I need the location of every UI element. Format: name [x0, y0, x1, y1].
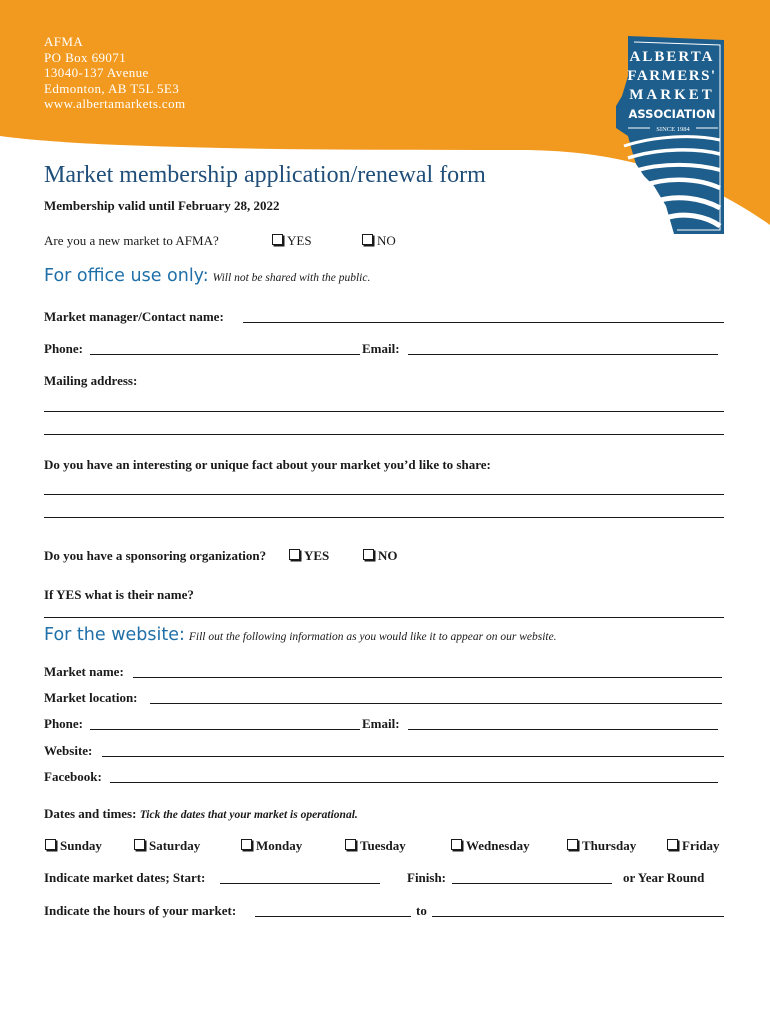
office-note: Will not be shared with the public. — [212, 272, 371, 284]
website-section-heading — [44, 625, 557, 645]
monday-checkbox[interactable] — [241, 839, 252, 850]
finish-date-label: Finish: — [407, 870, 447, 885]
day-option-sunday[interactable] — [45, 838, 102, 854]
facebook-label: Facebook: — [44, 769, 102, 784]
office-email-label: Email: — [362, 341, 400, 356]
dates-times-row — [44, 806, 358, 822]
website-url-label: Website: — [44, 743, 93, 758]
sponsor-no-checkbox[interactable] — [363, 549, 374, 560]
day-option-thursday[interactable] — [567, 838, 636, 854]
market-name-field[interactable] — [133, 677, 722, 678]
day-label: Sunday — [60, 838, 102, 853]
unique-fact-label: Do you have an interesting or unique fact about your market you’d like to share: — [44, 457, 491, 472]
sponsor-name-label: If YES what is their name? — [44, 587, 194, 602]
office-heading: For office use only: — [44, 266, 209, 286]
logo-text-alberta: ALBERTA — [629, 49, 715, 65]
dates-label: Dates and times: — [44, 806, 137, 821]
no-checkbox[interactable] — [362, 234, 373, 245]
thursday-checkbox[interactable] — [567, 839, 578, 850]
address-line: AFMA — [44, 34, 84, 49]
logo-text-since: SINCE 1984 — [656, 126, 690, 133]
office-phone-field[interactable] — [90, 354, 360, 355]
mailing-address-field-2[interactable] — [44, 434, 724, 435]
afma-address — [44, 34, 186, 112]
website-phone-label: Phone: — [44, 716, 83, 731]
new-market-yes-option[interactable] — [272, 233, 312, 249]
day-option-friday[interactable] — [667, 838, 720, 854]
wednesday-checkbox[interactable] — [451, 839, 462, 850]
day-label: Friday — [682, 838, 720, 853]
hours-label: Indicate the hours of your market: — [44, 903, 237, 918]
day-label: Saturday — [149, 838, 201, 853]
sponsor-question: Do you have a sponsoring organization? — [44, 548, 267, 563]
yes-label: YES — [287, 233, 312, 248]
facebook-field[interactable] — [110, 782, 718, 783]
sponsor-no-option[interactable] — [363, 548, 398, 564]
address-website: www.albertamarkets.com — [44, 96, 186, 111]
day-option-saturday[interactable] — [134, 838, 200, 854]
address-line: PO Box 69071 — [44, 49, 127, 65]
address-line: Edmonton, AB T5L 5E3 — [44, 80, 180, 96]
new-market-question: Are you a new market to AFMA? — [44, 233, 219, 248]
market-location-field[interactable] — [150, 703, 722, 704]
market-name-label: Market name: — [44, 664, 124, 679]
sponsor-yes-option[interactable] — [289, 548, 329, 564]
day-label: Wednesday — [466, 838, 530, 853]
day-option-tuesday[interactable] — [345, 838, 406, 854]
address-line: 13040-137 Avenue — [44, 65, 149, 80]
market-location-label: Market location: — [44, 690, 138, 705]
website-email-label: Email: — [362, 716, 400, 731]
office-phone-label: Phone: — [44, 341, 83, 356]
website-heading: For the website: — [44, 625, 185, 645]
website-email-field[interactable] — [408, 729, 718, 730]
office-section-heading — [44, 266, 370, 286]
manager-label: Market manager/Contact name: — [44, 309, 224, 324]
dates-note: Tick the dates that your market is operational. — [139, 809, 358, 821]
afma-logo — [614, 36, 724, 236]
sponsor-yes-checkbox[interactable] — [289, 549, 300, 560]
day-option-monday[interactable] — [241, 838, 302, 854]
membership-valid-text: Membership valid until February 28, 2022 — [44, 198, 280, 213]
office-email-field[interactable] — [408, 354, 718, 355]
day-label: Thursday — [582, 838, 637, 853]
day-label: Monday — [256, 838, 303, 853]
mailing-address-field-1[interactable] — [44, 411, 724, 412]
mailing-address-label: Mailing address: — [44, 373, 138, 388]
unique-fact-field-1[interactable] — [44, 494, 724, 495]
website-note: Fill out the following information as you would like it to appear on our website. — [188, 631, 557, 643]
hours-to-field[interactable] — [432, 916, 724, 917]
sponsor-name-field[interactable] — [44, 617, 724, 618]
start-date-field[interactable] — [220, 883, 380, 884]
new-market-no-option[interactable] — [362, 233, 396, 249]
unique-fact-field-2[interactable] — [44, 517, 724, 518]
page-title: Market membership application/renewal form — [44, 162, 486, 188]
website-phone-field[interactable] — [90, 729, 360, 730]
sponsor-yes-label: YES — [304, 548, 330, 563]
tuesday-checkbox[interactable] — [345, 839, 356, 850]
friday-checkbox[interactable] — [667, 839, 678, 850]
sunday-checkbox[interactable] — [45, 839, 56, 850]
sponsor-no-label: NO — [378, 548, 398, 563]
yes-checkbox[interactable] — [272, 234, 283, 245]
saturday-checkbox[interactable] — [134, 839, 145, 850]
hours-from-field[interactable] — [255, 916, 411, 917]
hours-to-label: to — [416, 903, 427, 918]
logo-text-association: ASSOCIATION — [628, 107, 716, 121]
no-label: NO — [377, 233, 396, 248]
manager-field[interactable] — [243, 322, 724, 323]
logo-text-farmers: FARMERS' — [627, 68, 717, 84]
day-label: Tuesday — [360, 838, 406, 853]
finish-date-field[interactable] — [452, 883, 612, 884]
day-option-wednesday[interactable] — [451, 838, 530, 854]
website-url-field[interactable] — [102, 756, 724, 757]
year-round-label: or Year Round — [623, 870, 705, 885]
start-date-label: Indicate market dates; Start: — [44, 870, 206, 885]
logo-text-market: MARKET — [629, 87, 715, 103]
